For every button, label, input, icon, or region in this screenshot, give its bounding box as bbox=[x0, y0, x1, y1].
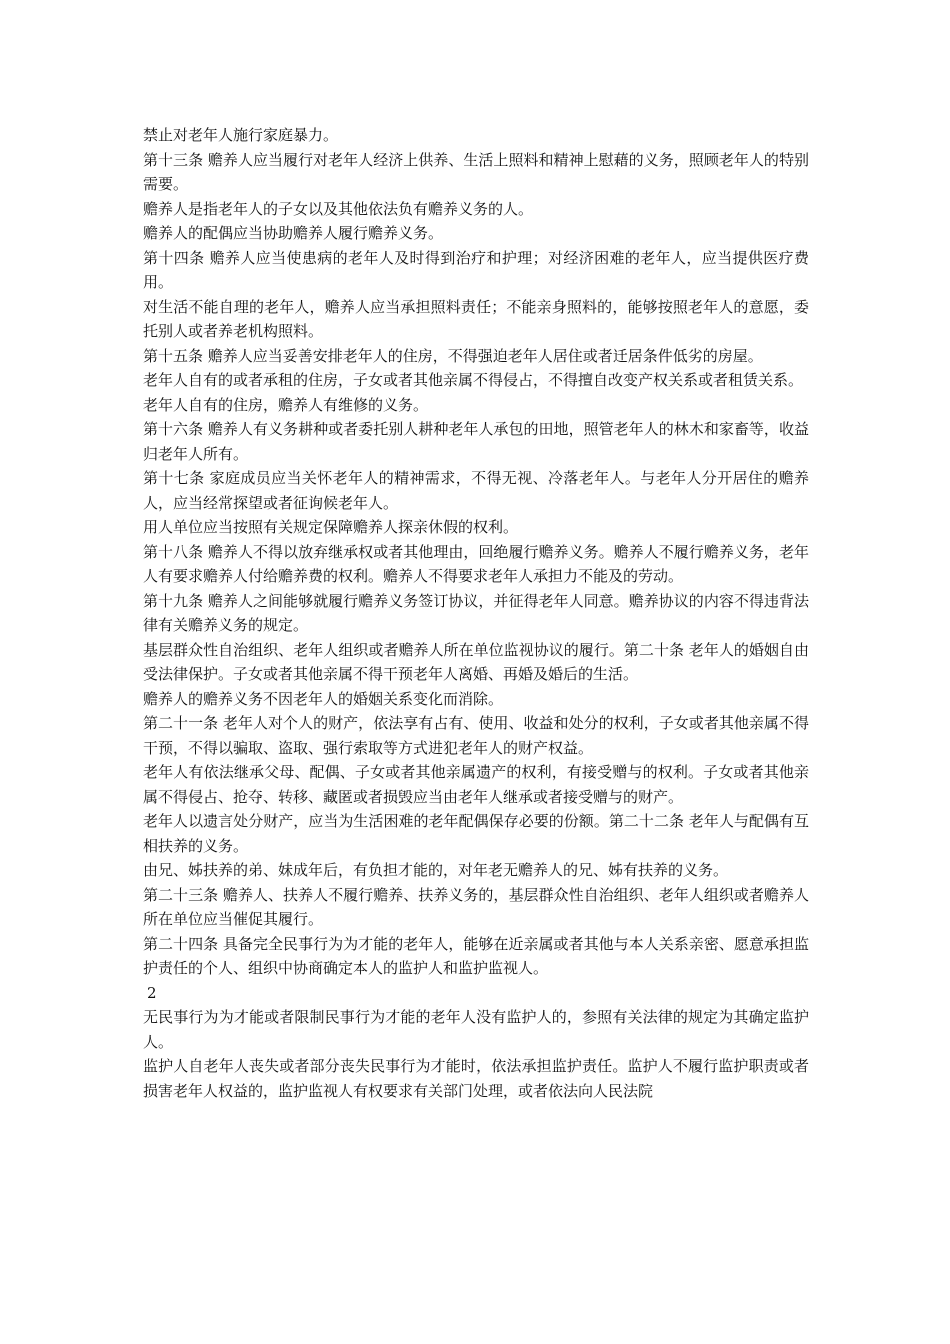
paragraph: 赡养人是指老年人的子女以及其他依法负有赡养义务的人。 bbox=[143, 199, 534, 218]
paragraph: 第二十四条 具备完全民事行为为才能的老年人，能够在近亲属或者其他与本人关系亲密、愿意承担监护责任的个人、组织中协商确定本人的监护人和监护监视人。 bbox=[143, 934, 809, 977]
paragraph: 基层群众性自治组织、老年人组织或者赡养人所在单位监视协议的履行。第二十条 老年人的婚姻自由受法律保护。子女或者其他亲属不得干预老年人离婚、再婚及婚后的生活。 bbox=[143, 640, 809, 683]
document-page bbox=[143, 123, 809, 1103]
paragraph: 老年人自有的或者承租的住房，子女或者其他亲属不得侵占，不得擅自改变产权关系或者租赁关系。 bbox=[143, 371, 804, 389]
paragraph: 第十六条 赡养人有义务耕种或者委托别人耕种老年人承包的田地，照管老年人的林木和家畜等，收益归老年人所有。 bbox=[143, 420, 809, 463]
paragraph: 第十五条 赡养人应当妥善安排老年人的住房，不得强迫老年人居住或者迁居条件低劣的房屋。 bbox=[143, 346, 763, 365]
paragraph: 由兄、姊扶养的弟、妹成年后，有负担才能的，对年老无赡养人的兄、姊有扶养的义务。 bbox=[143, 861, 729, 879]
paragraph: 禁止对老年人施行家庭暴力。 bbox=[143, 126, 339, 144]
paragraph: 老年人有依法继承父母、配偶、子女或者其他亲属遗产的权利，有接受赠与的权利。子女或者其他亲属不得侵占、抢夺、转移、藏匿或者损毁应当由老年人继承或者接受赠与的财产。 bbox=[143, 763, 809, 806]
paragraph: 对生活不能自理的老年人，赡养人应当承担照料责任；不能亲身照料的，能够按照老年人的意愿，委托别人或者养老机构照料。 bbox=[143, 297, 809, 340]
paragraph: 第十八条 赡养人不得以放弃继承权或者其他理由，回绝履行赡养义务。赡养人不履行赡养义务，老年人有要求赡养人付给赡养费的权利。赡养人不得要求老年人承担力不能及的劳动。 bbox=[143, 542, 809, 585]
paragraph: 赡养人的赡养义务不因老年人的婚姻关系变化而消除。 bbox=[143, 689, 504, 708]
paragraph: 第二十三条 赡养人、扶养人不履行赡养、扶养义务的，基层群众性自治组织、老年人组织或者赡养人所在单位应当催促其履行。 bbox=[143, 885, 809, 928]
paragraph: 第十九条 赡养人之间能够就履行赡养义务签订协议，并征得老年人同意。赡养协议的内容不得违背法律有关赡养义务的规定。 bbox=[143, 591, 809, 634]
paragraph: 第十七条 家庭成员应当关怀老年人的精神需求，不得无视、冷落老年人。与老年人分开居住的赡养人，应当经常探望或者征询候老年人。 bbox=[143, 469, 809, 512]
paragraph: 无民事行为为才能或者限制民事行为才能的老年人没有监护人的，参照有关法律的规定为其确定监护人。 bbox=[143, 1008, 809, 1051]
paragraph: 第二十一条 老年人对个人的财产，依法享有占有、使用、收益和处分的权利，子女或者其他亲属不得干预，不得以骗取、盗取、强行索取等方式进犯老年人的财产权益。 bbox=[143, 714, 809, 757]
paragraph: 第十三条 赡养人应当履行对老年人经济上供养、生活上照料和精神上慰藉的义务，照顾老年人的特别需要。 bbox=[143, 150, 809, 193]
paragraph: 监护人自老年人丧失或者部分丧失民事行为才能时，依法承担监护责任。监护人不履行监护职责或者损害老年人权益的，监护监视人有权要求有关部门处理，或者依法向人民法院 bbox=[143, 1057, 809, 1100]
page-number: 2 bbox=[147, 983, 157, 1002]
paragraph: 老年人自有的住房，赡养人有维修的义务。 bbox=[143, 395, 429, 414]
paragraph: 第十四条 赡养人应当使患病的老年人及时得到治疗和护理；对经济困难的老年人，应当提供医疗费用。 bbox=[143, 248, 809, 291]
paragraph: 用人单位应当按照有关规定保障赡养人探亲休假的权利。 bbox=[143, 518, 519, 536]
paragraph: 赡养人的配偶应当协助赡养人履行赡养义务。 bbox=[143, 224, 444, 242]
paragraph: 老年人以遗言处分财产，应当为生活困难的老年配偶保存必要的份额。第二十二条 老年人与配偶有互相扶养的义务。 bbox=[143, 812, 809, 855]
